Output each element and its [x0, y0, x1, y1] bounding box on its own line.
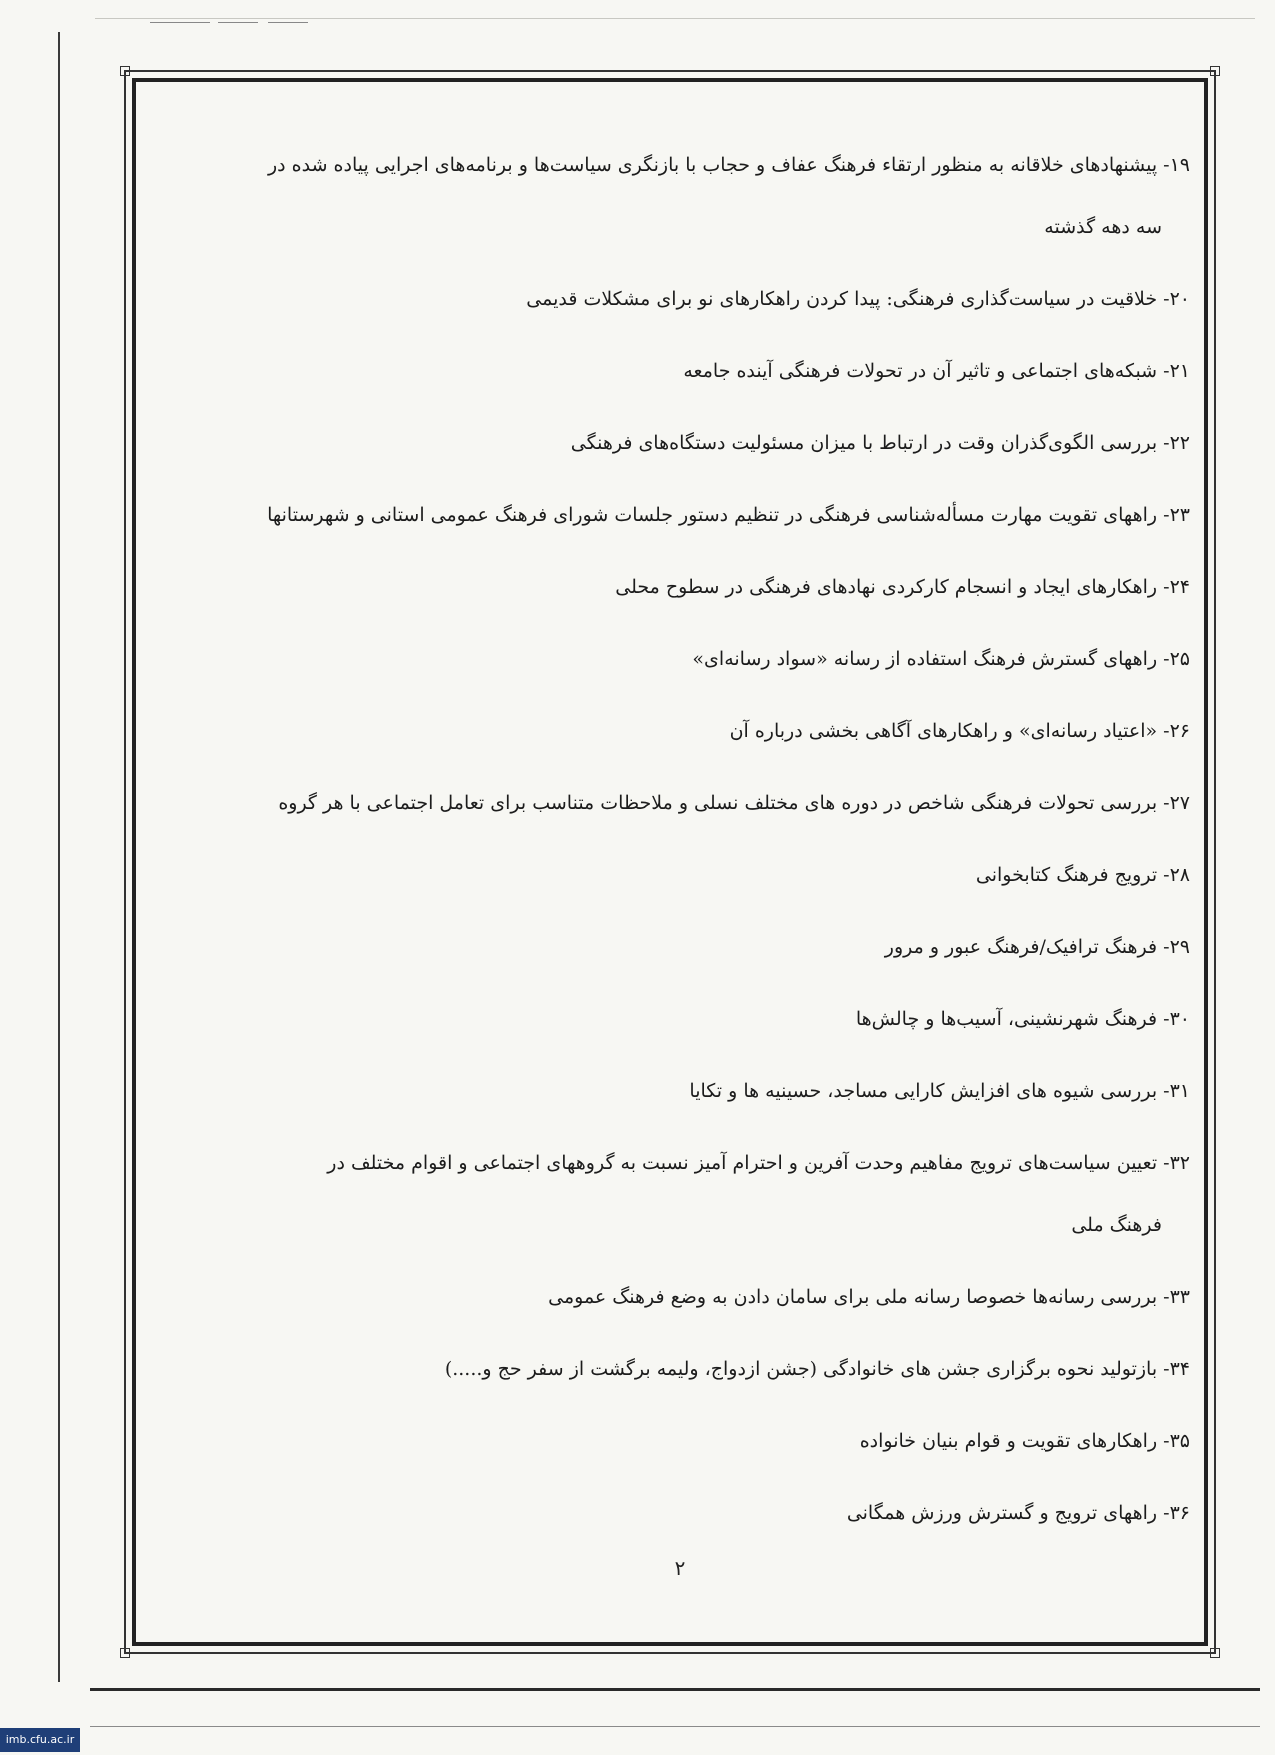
scan-top-edge: [95, 18, 1255, 19]
border-corner: [1210, 1648, 1220, 1658]
list-item-continuation: فرهنگ ملی: [1071, 1214, 1162, 1236]
list-item: ۲۴- راهکارهای ایجاد و انسجام کارکردی نهادهای فرهنگی در سطوح محلی: [615, 576, 1190, 598]
list-item: ۲۲- بررسی الگوی‌گذران وقت در ارتباط با میزان مسئولیت دستگاه‌های فرهنگی: [570, 432, 1190, 454]
scan-mark: [268, 22, 308, 23]
list-item: ۲۱- شبکه‌های اجتماعی و تاثیر آن در تحولات فرهنگی آینده جامعه: [683, 360, 1190, 382]
site-logo: imb.cfu.ac.ir: [0, 1728, 80, 1752]
list-item: ۱۹- پیشنهادهای خلاقانه به منظور ارتقاء فرهنگ عفاف و حجاب با بازنگری سیاست‌ها و برنامه‌های اجرایی پیاده شده در: [267, 154, 1190, 176]
border-corner: [1210, 66, 1220, 76]
list-item: ۳۴- بازتولید نحوه برگزاری جشن های خانوادگی (جشن ازدواج، ولیمه برگشت از سفر حج و.....): [444, 1358, 1190, 1380]
list-item: ۳۵- راهکارهای تقویت و قوام بنیان خانواده: [859, 1430, 1190, 1452]
list-item: ۳۶- راههای ترویج و گسترش ورزش همگانی: [846, 1502, 1190, 1524]
list-item: ۲۳- راههای تقویت مهارت مسأله‌شناسی فرهنگی در تنظیم دستور جلسات شورای فرهنگ عمومی استانی و شهرستانها: [267, 504, 1190, 526]
list-item: ۳۱- بررسی شیوه های افزایش کارایی مساجد، حسینیه ها و تکایا: [689, 1080, 1190, 1102]
list-item: ۳۳- بررسی رسانه‌ها خصوصا رسانه ملی برای سامان دادن به وضع فرهنگ عمومی: [548, 1286, 1190, 1308]
scan-mark: [218, 22, 258, 23]
list-item: ۳۰- فرهنگ شهرنشینی، آسیب‌ها و چالش‌ها: [855, 1008, 1190, 1030]
border-corner: [120, 66, 130, 76]
scan-bottom-edge-thin: [90, 1726, 1260, 1727]
list-item: ۲۷- بررسی تحولات فرهنگی شاخص در دوره های مختلف نسلی و ملاحظات متناسب برای تعامل اجتماعی با هر گروه: [278, 792, 1190, 814]
page-number: ۲: [674, 1556, 686, 1580]
list-item: ۲۰- خلاقیت در سیاست‌گذاری فرهنگی: پیدا کردن راهکارهای نو برای مشکلات قدیمی: [526, 288, 1190, 310]
list-item: ۲۸- ترویج فرهنگ کتابخوانی: [975, 864, 1190, 886]
scan-bottom-edge: [90, 1688, 1260, 1691]
border-corner: [120, 1648, 130, 1658]
list-item: ۳۲- تعیین سیاست‌های ترویج مفاهیم وحدت آفرین و احترام آمیز نسبت به گروههای اجتماعی و اقوام مختلف در: [327, 1152, 1190, 1174]
scan-mark: [150, 22, 210, 23]
list-item-continuation: سه دهه گذشته: [1044, 216, 1162, 238]
scan-left-edge: [58, 32, 60, 1682]
topic-list: [170, 150, 1190, 1570]
list-item: ۲۵- راههای گسترش فرهنگ استفاده از رسانه «سواد رسانه‌ای»: [692, 648, 1190, 670]
list-item: ۲۶- «اعتیاد رسانه‌ای» و راهکارهای آگاهی بخشی درباره آن: [729, 720, 1190, 742]
list-item: ۲۹- فرهنگ ترافیک/فرهنگ عبور و مرور: [884, 936, 1190, 958]
